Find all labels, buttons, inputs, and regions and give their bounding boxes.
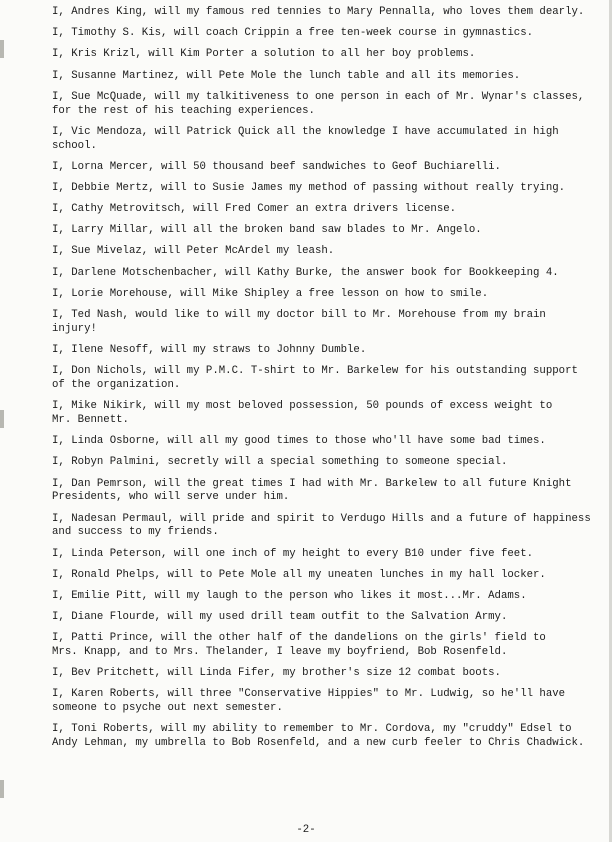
will-entry	[52, 400, 600, 428]
will-entry-line: I, Kris Krizl, will Kim Porter a solution to all her boy problems.	[52, 48, 476, 61]
will-entry-line: I, Cathy Metrovitsch, will Fred Comer an extra drivers license.	[52, 203, 457, 216]
will-entry-line: I, Susanne Martinez, will Pete Mole the lunch table and all its memories.	[52, 69, 521, 82]
will-entry	[52, 91, 600, 119]
will-entry-line: I, Andres King, will my famous red tennies to Mary Pennalla, who loves them dearly.	[52, 6, 585, 18]
will-entry	[52, 245, 600, 259]
will-entry	[52, 513, 600, 541]
will-entry-line: I, Diane Flourde, will my used drill team outfit to the Salvation Army.	[52, 611, 508, 624]
will-entry-line: I, Lorna Mercer, will 50 thousand beef sandwiches to Geof Buchiarelli.	[52, 160, 501, 173]
will-entry-line: I, Robyn Palmini, secretly will a special something to someone special.	[52, 456, 508, 469]
will-entry	[52, 365, 600, 393]
will-entry-line: I, Timothy S. Kis, will coach Crippin a free ten-week course in gymnastics.	[52, 27, 534, 40]
will-entry-line: I, Karen Roberts, will three "Conservative Hippies" to Mr. Ludwig, so he'll have	[52, 688, 566, 701]
will-entries-list	[52, 6, 600, 758]
will-entry	[52, 267, 600, 281]
binding-mark-bottom	[0, 780, 4, 798]
will-entry	[52, 48, 600, 62]
will-entry-line: I, Lorie Morehouse, will Mike Shipley a free lesson on how to smile.	[52, 287, 489, 300]
will-entry-line: I, Mike Nikirk, will my most beloved possession, 50 pounds of excess weight to	[52, 400, 553, 413]
will-entry-line: I, Dan Pemrson, will the great times I had with Mr. Barkelew to all future Knight	[52, 477, 572, 490]
will-entry	[52, 548, 600, 562]
will-entry	[52, 569, 600, 583]
will-entry	[52, 632, 600, 660]
will-entry	[52, 6, 600, 20]
page-number: -2-	[296, 824, 316, 836]
will-entry-line: of the organization.	[52, 379, 181, 391]
will-entry-line: I, Vic Mendoza, will Patrick Quick all the knowledge I have accumulated in high	[52, 125, 559, 138]
will-entry-line: Mrs. Knapp, and to Mrs. Thelander, I leave my boyfriend, Bob Rosenfeld.	[52, 646, 508, 659]
will-entry	[52, 723, 600, 751]
will-entry-line: and success to my friends.	[52, 526, 219, 539]
will-entry-line: I, Sue McQuade, will my talkitiveness to one person in each of Mr. Wynar's classes,	[52, 90, 585, 103]
will-entry	[52, 435, 600, 449]
will-entry-line: school.	[52, 139, 97, 152]
will-entry-line: Andy Lehman, my umbrella to Bob Rosenfeld, and a new curb feeler to Chris Chadwick.	[52, 737, 585, 750]
binding-mark-top	[0, 40, 4, 58]
will-entry-line: I, Debbie Mertz, will to Susie James my method of passing without really trying.	[52, 181, 566, 194]
will-entry	[52, 288, 600, 302]
will-entry-line: I, Nadesan Permaul, will pride and spirit to Verdugo Hills and a future of happiness	[52, 512, 591, 525]
will-entry-line: I, Emilie Pitt, will my laugh to the person who likes it most...Mr. Adams.	[52, 589, 527, 602]
will-entry	[52, 309, 600, 337]
will-entry	[52, 456, 600, 470]
binding-mark-middle	[0, 410, 4, 428]
will-entry-line: for the rest of his teaching experiences.	[52, 104, 315, 117]
will-entry-line: Mr. Bennett.	[52, 413, 129, 426]
will-entry	[52, 70, 600, 84]
will-entry-line: someone to psyche out next semester.	[52, 702, 283, 715]
will-entry-line: I, Larry Millar, will all the broken band saw blades to Mr. Angelo.	[52, 224, 482, 237]
will-entry-line: injury!	[52, 322, 97, 335]
will-entry	[52, 688, 600, 716]
will-entry-line: I, Ronald Phelps, will to Pete Mole all my uneaten lunches in my hall locker.	[52, 568, 546, 581]
will-entry-line: I, Ilene Nesoff, will my straws to Johnny Dumble.	[52, 344, 367, 357]
will-entry	[52, 182, 600, 196]
will-entry-line: I, Linda Peterson, will one inch of my height to every B10 under five feet.	[52, 547, 534, 560]
will-entry	[52, 203, 600, 217]
will-entry-line: I, Bev Pritchett, will Linda Fifer, my brother's size 12 combat boots.	[52, 667, 501, 680]
will-entry-line: I, Don Nichols, will my P.M.C. T-shirt to Mr. Barkelew for his outstanding support	[52, 365, 578, 378]
will-entry-line: Presidents, who will serve under him.	[52, 491, 290, 504]
will-entry	[52, 161, 600, 175]
will-entry	[52, 27, 600, 41]
will-entry	[52, 344, 600, 358]
will-entry	[52, 611, 600, 625]
will-entry-line: I, Sue Mivelaz, will Peter McArdel my leash.	[52, 245, 335, 258]
will-entry-line: I, Patti Prince, will the other half of the dandelions on the girls' field to	[52, 632, 546, 645]
will-entry-line: I, Toni Roberts, will my ability to remember to Mr. Cordova, my "cruddy" Edsel to	[52, 723, 572, 736]
will-entry-line: I, Ted Nash, would like to will my doctor bill to Mr. Morehouse from my brain	[52, 309, 546, 322]
will-entry	[52, 590, 600, 604]
will-entry	[52, 478, 600, 506]
will-entry	[52, 224, 600, 238]
will-entry-line: I, Linda Osborne, will all my good times to those who'll have some bad times.	[52, 435, 546, 448]
will-entry-line: I, Darlene Motschenbacher, will Kathy Burke, the answer book for Bookkeeping 4.	[52, 266, 559, 279]
will-entry	[52, 667, 600, 681]
will-entry	[52, 126, 600, 154]
